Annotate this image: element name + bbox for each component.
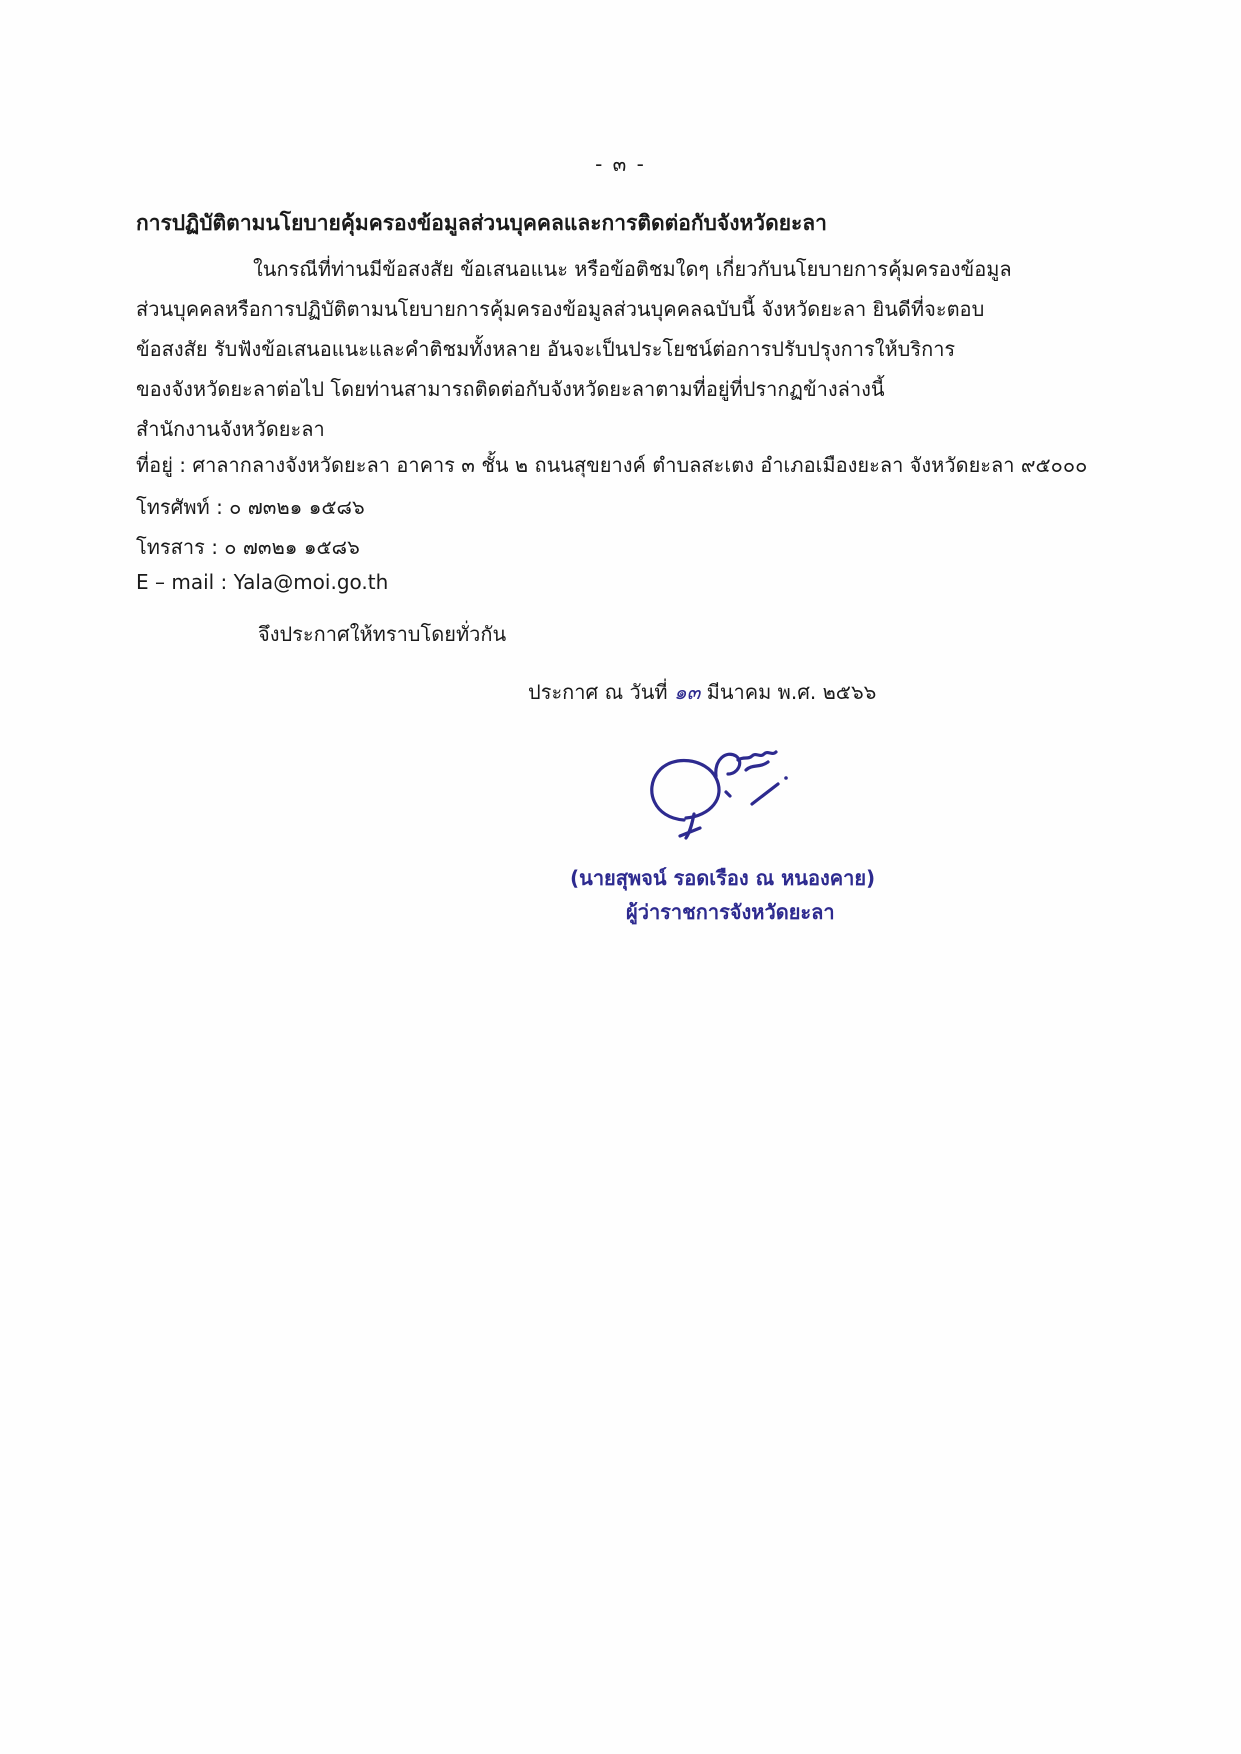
date-suffix: มีนาคม พ.ศ. ๒๕๖๖ (700, 680, 877, 704)
date-day: ๑๓ (673, 680, 701, 704)
signer-name: (นายสุพจน์ รอดเรือง ณ หนองคาย) (570, 866, 876, 890)
announcement-date (528, 676, 876, 708)
section-heading: การปฏิบัติตามนโยบายคุ้มครองข้อมูลส่วนบุคคลและการติดต่อกับจังหวัดยะลา (136, 211, 827, 235)
paragraph-line-1: ในกรณีที่ท่านมีข้อสงสัย ข้อเสนอแนะ หรือข้อติชมใดๆ เกี่ยวกับนโยบายการคุ้มครองข้อมูล (253, 257, 1012, 281)
page-number: - ๓ - (595, 152, 646, 176)
office-name: สำนักงานจังหวัดยะลา (136, 417, 325, 441)
fax-number: โทรสาร : ๐ ๗๓๒๑ ๑๕๘๖ (136, 535, 360, 559)
paragraph-line-3: ข้อสงสัย รับฟังข้อเสนอแนะและคำติชมทั้งหลาย อันจะเป็นประโยชน์ต่อการปรับปรุงการให้บริการ (136, 337, 956, 361)
handwritten-signature (640, 720, 820, 840)
signer-title: ผู้ว่าราชการจังหวัดยะลา (626, 900, 835, 924)
date-prefix: ประกาศ ณ วันที่ (528, 680, 674, 704)
email-address: E – mail : Yala@moi.go.th (136, 570, 389, 594)
paragraph-line-2: ส่วนบุคคลหรือการปฏิบัติตามนโยบายการคุ้มครองข้อมูลส่วนบุคคลฉบับนี้ จังหวัดยะลา ยินดีที่จะตอบ (136, 297, 985, 321)
announcement-statement: จึงประกาศให้ทราบโดยทั่วกัน (258, 622, 507, 646)
office-address: ที่อยู่ : ศาลากลางจังหวัดยะลา อาคาร ๓ ชั้น ๒ ถนนสุขยางค์ ตำบลสะเตง อำเภอเมืองยะลา จังหวัดยะลา ๙๕๐๐๐ (136, 453, 1088, 477)
telephone-number: โทรศัพท์ : ๐ ๗๓๒๑ ๑๕๘๖ (136, 495, 365, 519)
paragraph-line-4: ของจังหวัดยะลาต่อไป โดยท่านสามารถติดต่อกับจังหวัดยะลาตามที่อยู่ที่ปรากฏข้างล่างนี้ (136, 377, 885, 401)
